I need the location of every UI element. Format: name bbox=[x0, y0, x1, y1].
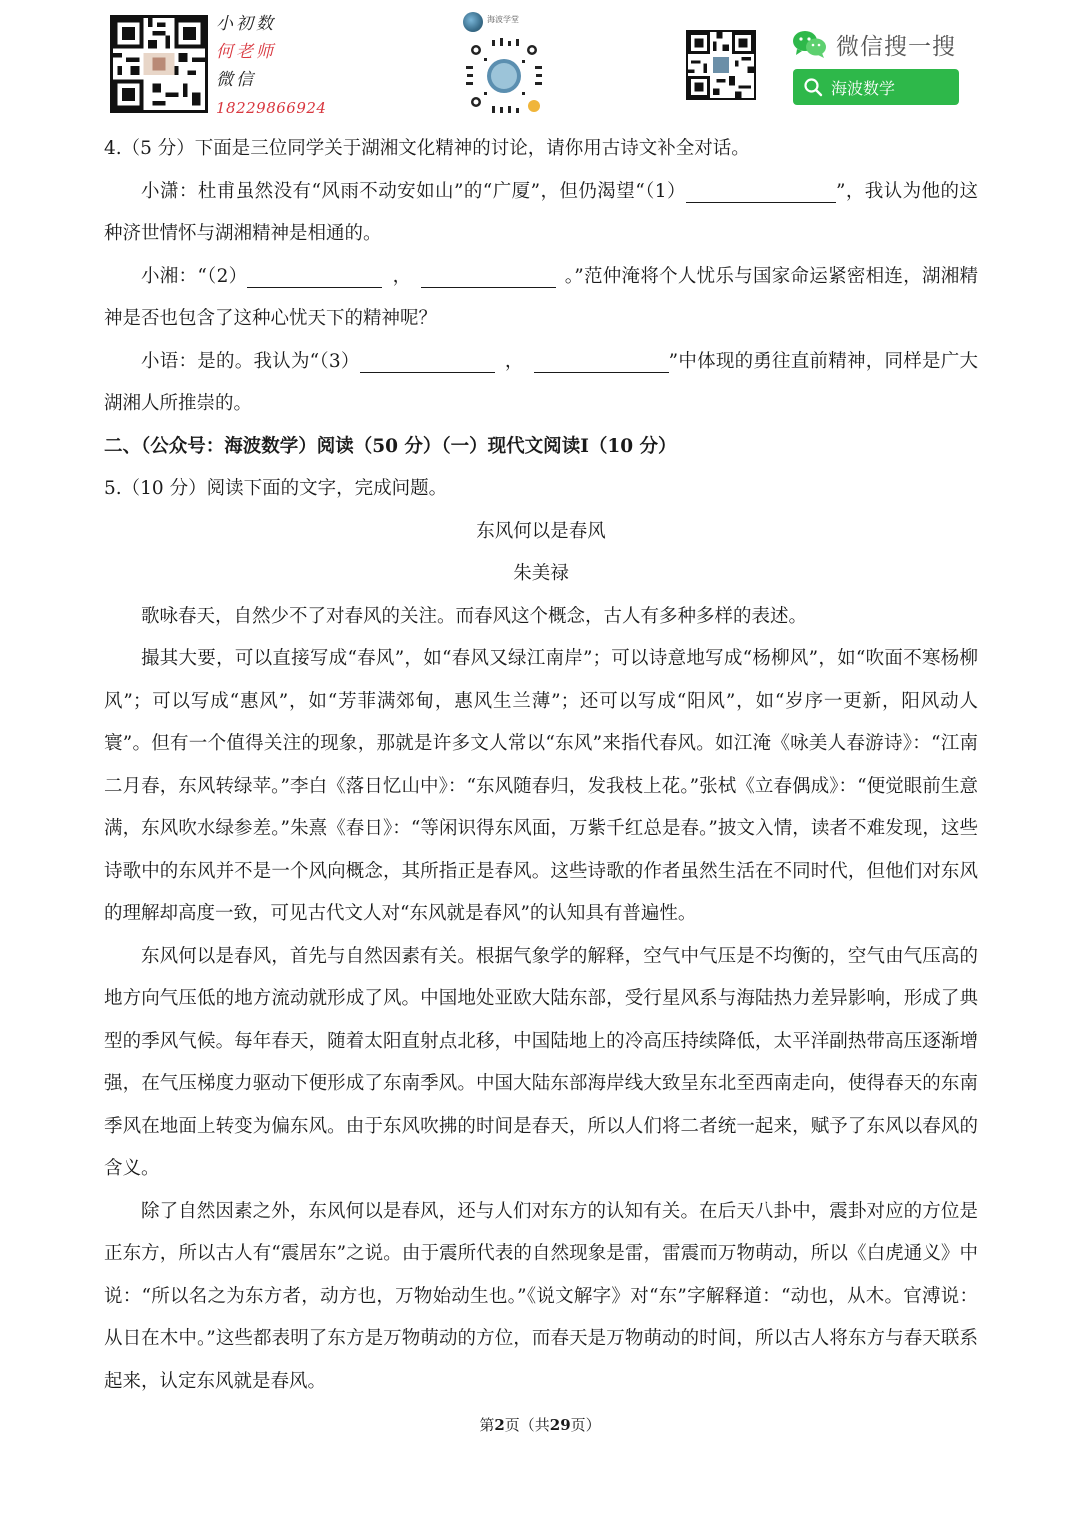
dialogue-xiaoyu-before: 小语：是的。我认为“（3） bbox=[141, 350, 360, 372]
note-line-1: 小初数 bbox=[216, 14, 276, 34]
wechat-qr-code bbox=[686, 30, 756, 100]
section-heading: 二、（公众号：海波数学）阅读（50 分）（一）现代文阅读I（10 分） bbox=[104, 435, 677, 457]
dialogue-xiaoyu-comma: ， bbox=[504, 350, 524, 372]
note-line-3: 微信 bbox=[216, 70, 256, 90]
wechat-search-header bbox=[792, 28, 956, 60]
teacher-qr-code bbox=[110, 15, 208, 113]
article-paragraph: 东风何以是春风，首先与自然因素有关。根据气象学的解释，空气中气压是不均衡的，空气由气压高的地方向气压低的地方流动就形成了风。中国地处亚欧大陆东部，受行星风系与海陆热力差异影响，形成了典型的季风气候。每年春天，随着太阳直射点北移，中国陆地上的冷高压持续降低，太平洋副热带高压逐渐增强，在气压梯度力驱动下便形成了东南季风。中国大陆东部海岸线大致呈东北至西南走向，使得春天的东南季风在地面上转变为偏东风。由于东风吹拂的时间是春天，所以人们将二者统一起来，赋予了东风以春风的含义。 bbox=[104, 945, 978, 1179]
dialogue-xiaoxiao-after: ”，我认为他的这种济世情怀与湖湘精神是相通的。 bbox=[104, 180, 979, 244]
article-author: 朱美禄 bbox=[513, 563, 569, 584]
page-number-prefix: 第 bbox=[479, 1416, 495, 1434]
wechat-search-query: 海波数学 bbox=[831, 78, 896, 98]
answer-blank-3a[interactable] bbox=[360, 350, 495, 373]
answer-blank-2b[interactable] bbox=[421, 265, 556, 288]
dialogue-xiaoyu-after: ”中体现的勇往直前精神，同样是广大湖湘人所推崇的。 bbox=[104, 350, 978, 414]
dialogue-xiaoxiang-after: 。”范仲淹将个人忧乐与国家命运紧密相连，湖湘精神是否也包含了这种心忧天下的精神呢？ bbox=[104, 265, 978, 329]
article-paragraph: 除了自然因素之外，东风何以是春风，还与人们对东方的认知有关。在后天八卦中，震卦对应的方位是正东方，所以古人有“震居东”之说。由于震所代表的自然现象是雷，雷震而万物萌动，所以《白虎通义》中说：“所以名之为东方者，动方也，万物始动生也。”《说文解字》对“东”字解释道：“动也，从木。官溥说：从日在木中。”这些都表明了东方是万物萌动的方位，而春天是万物萌动的时间，所以古人将东方与春天联系起来，认定东风就是春风。 bbox=[104, 1200, 978, 1392]
current-page: 2 bbox=[494, 1416, 505, 1434]
answer-blank-1[interactable] bbox=[686, 180, 836, 203]
total-pages: 29 bbox=[549, 1416, 571, 1434]
dialogue-xiaoxiao-before: 小潇：杜甫虽然没有“风雨不动安如山”的“广厦”，但仍渴望“（1） bbox=[141, 180, 686, 202]
page-number-suffix: 页） bbox=[570, 1416, 601, 1434]
mini-program-title: 海波学堂 bbox=[487, 15, 519, 24]
page-header bbox=[0, 0, 1080, 128]
dialogue-xiaoxiang-comma: ， bbox=[392, 265, 412, 287]
dialogue-xiaoyu bbox=[104, 341, 978, 426]
article-title: 东风何以是春风 bbox=[476, 520, 606, 542]
answer-blank-3b[interactable] bbox=[534, 350, 669, 373]
dialogue-xiaoxiao bbox=[104, 171, 978, 256]
mini-program-logo-icon bbox=[463, 12, 483, 32]
page-content bbox=[104, 128, 978, 1403]
article-paragraph: 撮其大要，可以直接写成“春风”，如“春风又绿江南岸”；可以诗意地写成“杨柳风”，如“吹面不寒杨柳风”；可以写成“惠风”，如“芳菲满郊甸，惠风生兰薄”；还可以写成“阳风”，如“岁序一更新，阳风动人寰”。但有一个值得关注的现象，那就是许多文人常以“东风”来指代春风。如江淹《咏美人春游诗》：“江南二月春，东风转绿苹。”李白《落日忆山中》：“东风随春归，发我枝上花。”张栻《立春偶成》：“便觉眼前生意满，东风吹水绿参差。”朱熹《春日》：“等闲识得东风面，万紫千红总是春。”披文入情，读者不难发现，这些诗歌中的东风并不是一个风向概念，其所指正是春风。这些诗歌的作者虽然生活在不同时代，但他们对东风的理解却高度一致，可见古代文人对“东风就是春风”的认知具有普遍性。 bbox=[104, 648, 978, 924]
teacher-contact-note bbox=[216, 10, 336, 122]
dialogue-xiaoxiang bbox=[104, 256, 978, 341]
page-number bbox=[0, 1414, 1080, 1435]
note-line-2: 何老师 bbox=[216, 42, 276, 62]
answer-blank-2a[interactable] bbox=[247, 265, 382, 288]
wechat-search-box[interactable] bbox=[793, 69, 959, 105]
dialogue-xiaoxiang-before: 小湘：“（2） bbox=[141, 265, 248, 287]
page-number-mid: 页（共 bbox=[504, 1416, 550, 1434]
wechat-icon bbox=[792, 29, 828, 59]
question-5-stem: 5.（10 分）阅读下面的文字，完成问题。 bbox=[104, 478, 448, 499]
question-4-stem: 4.（5 分）下面是三位同学关于湖湘文化精神的讨论，请你用古诗文补全对话。 bbox=[104, 138, 750, 159]
search-icon bbox=[803, 77, 823, 97]
article-paragraph: 歌咏春天，自然少不了对春风的关注。而春风这个概念，古人有多种多样的表述。 bbox=[141, 605, 808, 627]
mini-program-code bbox=[462, 34, 546, 118]
wechat-search-label: 微信搜一搜 bbox=[836, 33, 956, 60]
note-phone: 18229866924 bbox=[216, 99, 327, 117]
